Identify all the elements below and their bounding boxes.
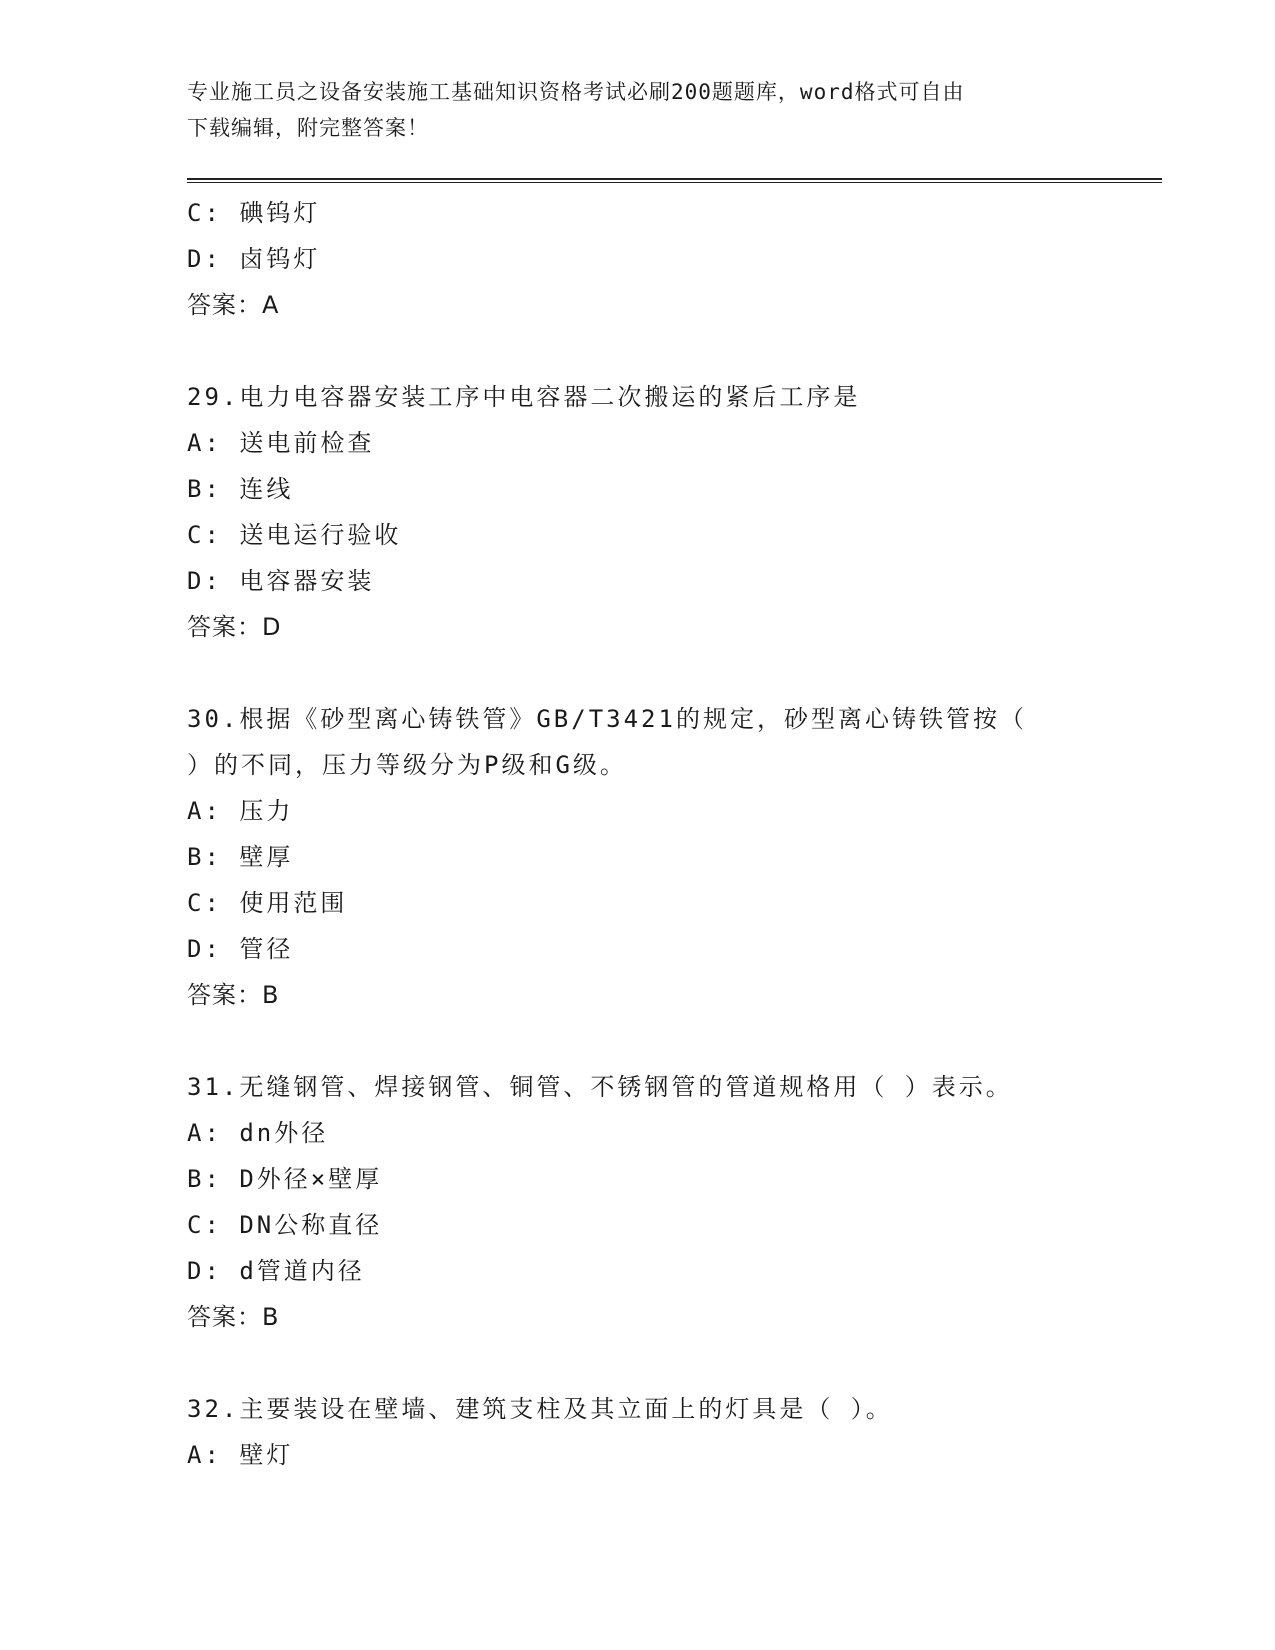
option-c: C: 使用范围 <box>187 889 348 917</box>
option-d: D: 管径 <box>187 935 294 963</box>
question-29 <box>187 374 1162 650</box>
header-divider <box>187 178 1162 183</box>
header-title-line-2: 下载编辑，附完整答案！ <box>187 116 429 140</box>
option-c: C: 碘钨灯 <box>187 199 321 227</box>
option-d: D: 卤钨灯 <box>187 245 321 273</box>
answer-label: 答案：A <box>187 291 280 319</box>
option-a: A: 送电前检查 <box>187 429 375 457</box>
answer-label: 答案：B <box>187 981 280 1009</box>
spacer <box>187 1018 1162 1064</box>
answer-label: 答案：D <box>187 613 282 641</box>
header-title-line-1: 专业施工员之设备安装施工基础知识资格考试必刷200题题库，word格式可自由 <box>187 80 965 104</box>
document-header <box>187 74 1067 146</box>
spacer <box>187 328 1162 374</box>
question-31 <box>187 1064 1162 1340</box>
question-30 <box>187 696 1162 1018</box>
question-list <box>187 190 1162 1478</box>
option-d: D: d管道内径 <box>187 1257 365 1285</box>
answer-label: 答案：B <box>187 1303 280 1331</box>
option-b: B: 壁厚 <box>187 843 294 871</box>
spacer <box>187 1340 1162 1386</box>
question-stem: 29.电力电容器安装工序中电容器二次搬运的紧后工序是 <box>187 383 861 411</box>
option-b: B: 连线 <box>187 475 294 503</box>
spacer <box>187 650 1162 696</box>
question-28-continuation <box>187 190 1162 328</box>
option-c: C: DN公称直径 <box>187 1211 383 1239</box>
question-32 <box>187 1386 1162 1478</box>
option-a: A: dn外径 <box>187 1119 329 1147</box>
question-stem: 32.主要装设在壁墙、建筑支柱及其立面上的灯具是（ ）。 <box>187 1395 893 1423</box>
option-b: B: D外径×壁厚 <box>187 1165 383 1193</box>
question-stem: 31.无缝钢管、焊接钢管、铜管、不锈钢管的管道规格用（ ）表示。 <box>187 1073 1013 1101</box>
question-stem-line-2: ）的不同，压力等级分为P级和G级。 <box>187 751 627 779</box>
question-stem-line-1: 30.根据《砂型离心铸铁管》GB/T3421的规定，砂型离心铸铁管按（ <box>187 705 1027 733</box>
option-d: D: 电容器安装 <box>187 567 375 595</box>
option-a: A: 压力 <box>187 797 294 825</box>
option-a: A: 壁灯 <box>187 1441 294 1469</box>
document-page <box>187 0 1162 1650</box>
option-c: C: 送电运行验收 <box>187 521 402 549</box>
